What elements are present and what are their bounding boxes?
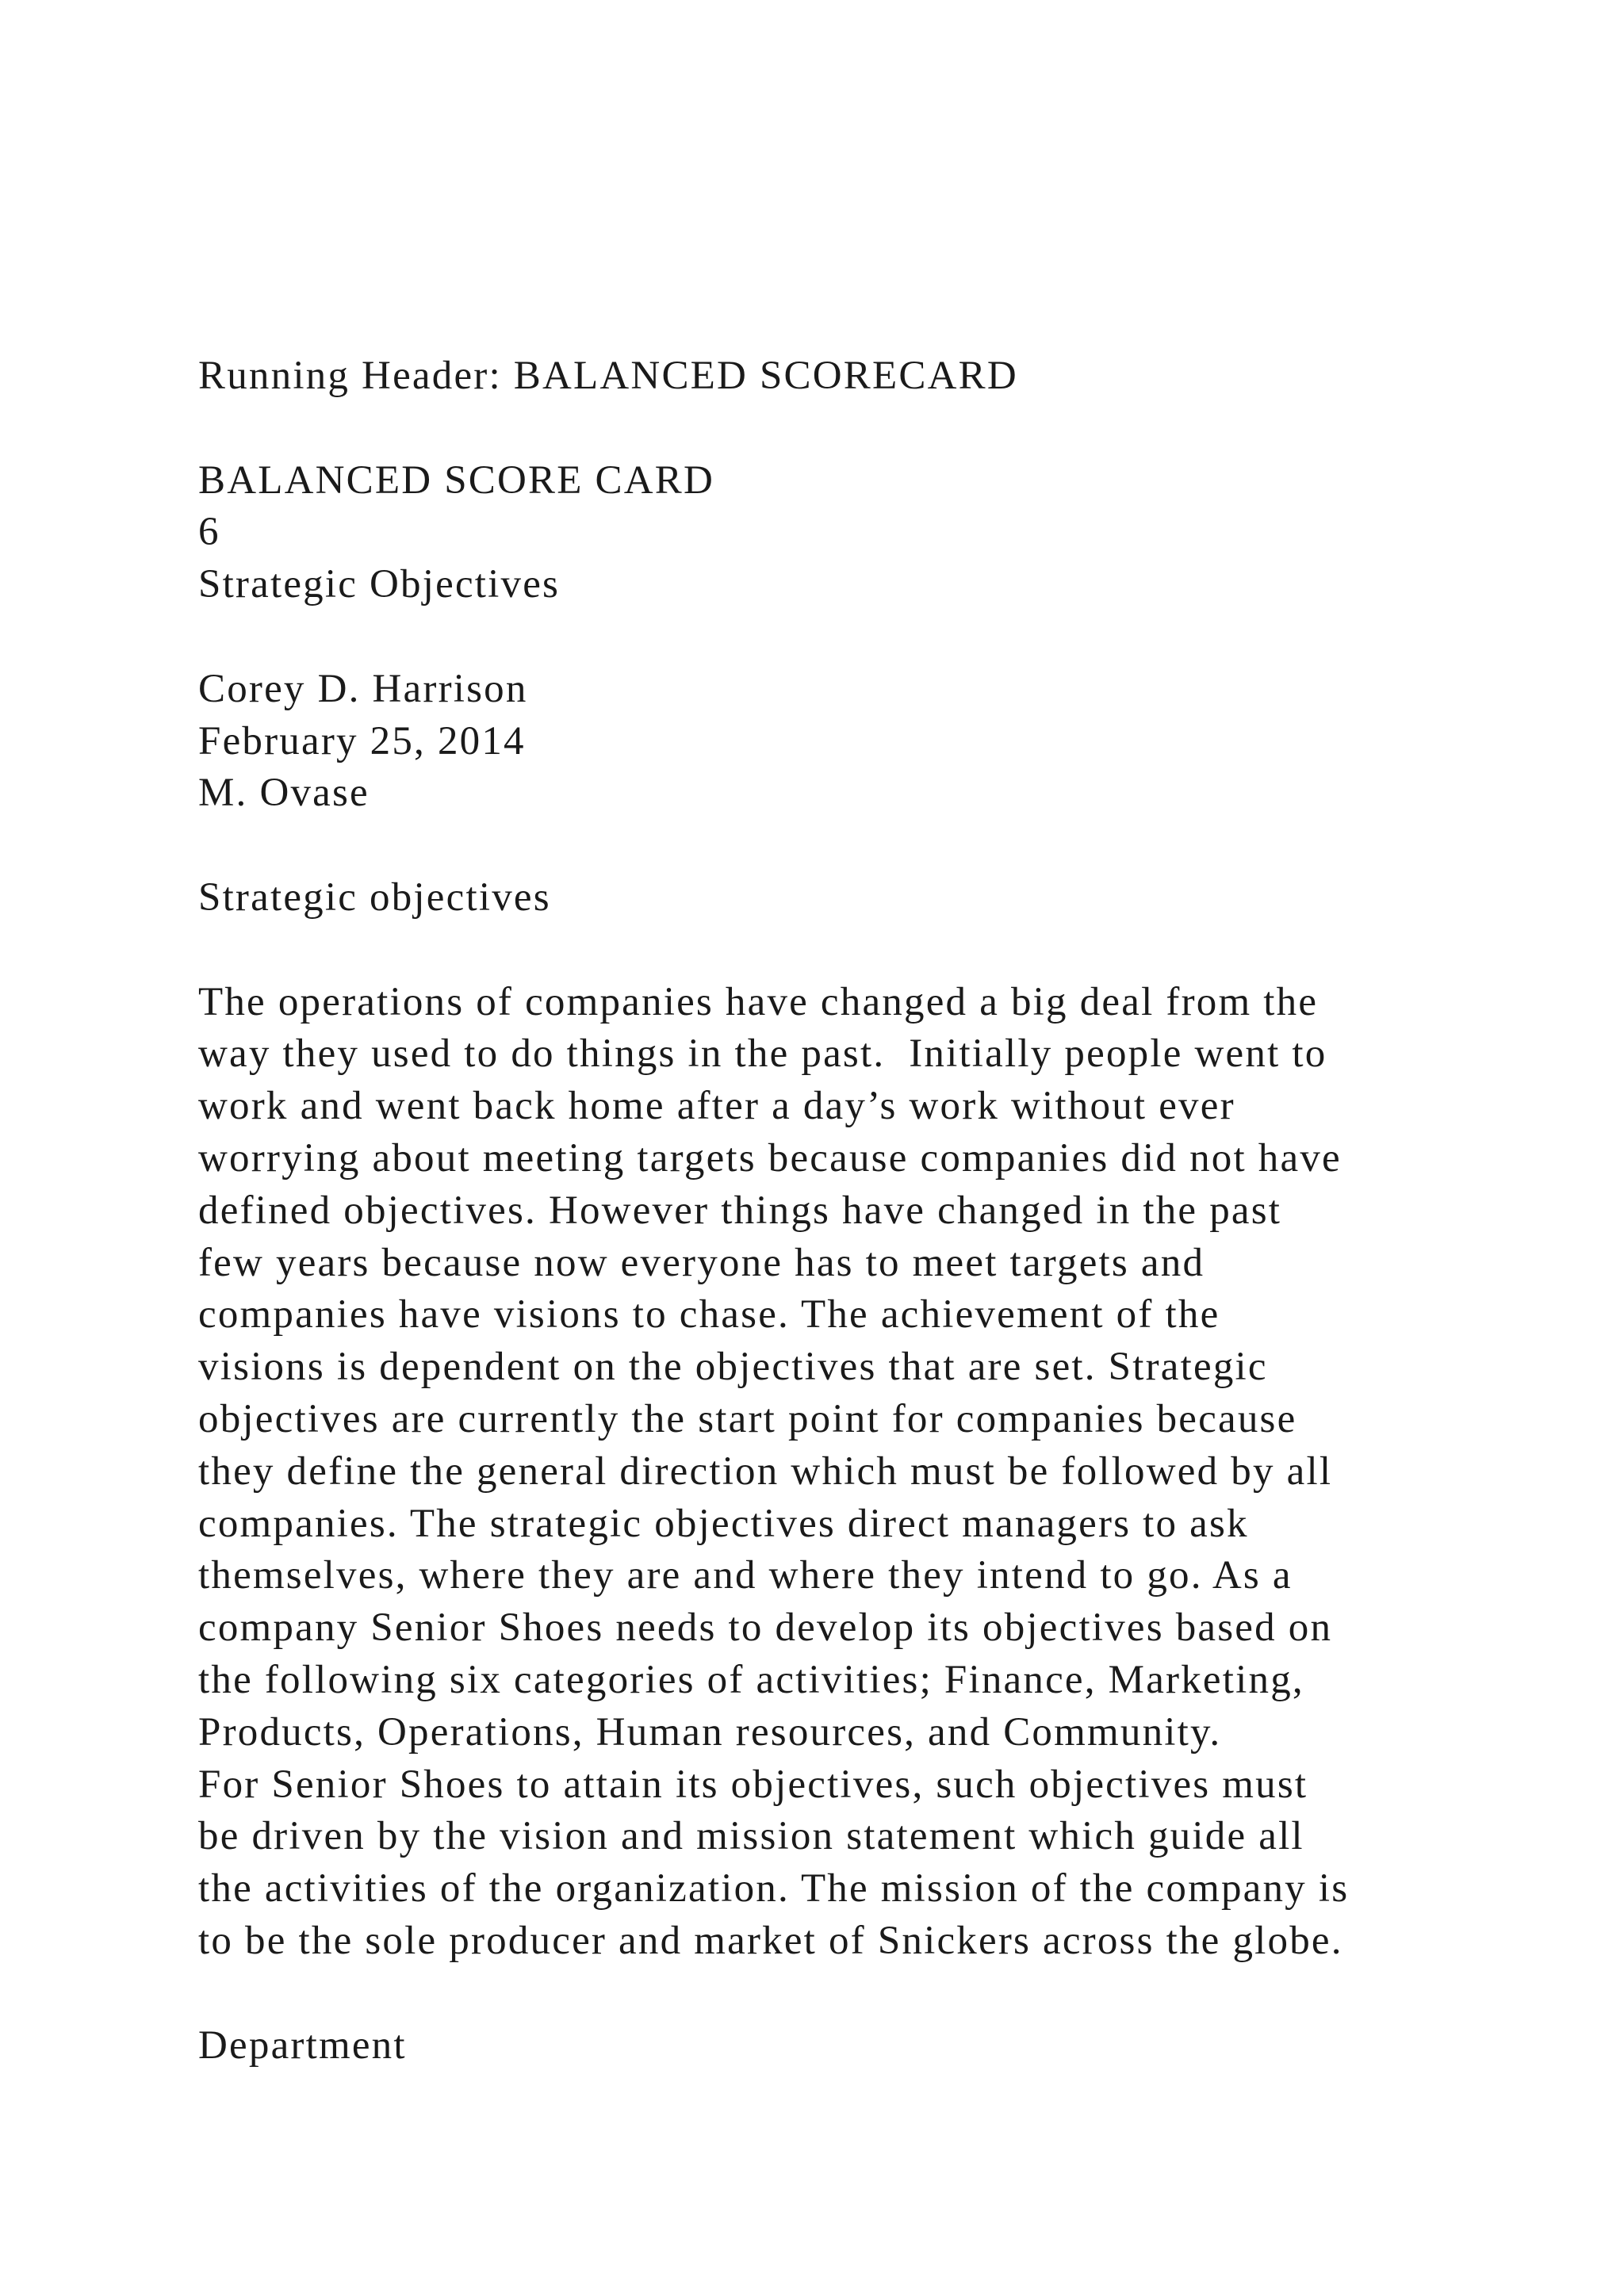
paragraph-2 bbox=[198, 1759, 1483, 1968]
paragraph-line: company Senior Shoes needs to develop its objectives based on bbox=[198, 1605, 1333, 1651]
spacer bbox=[198, 924, 1483, 977]
paragraph-line: the activities of the organization. The mission of the company is bbox=[198, 1866, 1350, 1911]
next-section-heading: Department bbox=[198, 2022, 407, 2068]
paragraph-line: to be the sole producer and market of Snickers across the globe. bbox=[198, 1918, 1343, 1963]
document-title: BALANCED SCORE CARD bbox=[198, 457, 715, 503]
spacer bbox=[198, 403, 1483, 455]
paragraph-line: work and went back home after a day’s work without ever bbox=[198, 1084, 1235, 1129]
paragraph-line: be driven by the vision and mission statement which guide all bbox=[198, 1814, 1304, 1859]
document-subtitle: Strategic Objectives bbox=[198, 562, 561, 607]
running-header: Running Header: BALANCED SCORECARD bbox=[198, 354, 1018, 398]
paragraph-line: way they used to do things in the past. Initially people went to bbox=[198, 1031, 1327, 1077]
paragraph-line: visions is dependent on the objectives that are set. Strategic bbox=[198, 1345, 1268, 1390]
page-number: 6 bbox=[198, 510, 220, 555]
paragraph-line: the following six categories of activities; Finance, Marketing, bbox=[198, 1657, 1304, 1702]
paragraph-line: Products, Operations, Human resources, and Community. bbox=[198, 1709, 1222, 1755]
paragraph-line: themselves, where they are and where they intend to go. As a bbox=[198, 1553, 1293, 1598]
paragraph-line: companies. The strategic objectives direct managers to ask bbox=[198, 1501, 1249, 1546]
paragraph-line: few years because now everyone has to meet targets and bbox=[198, 1240, 1205, 1285]
paragraph-line: For Senior Shoes to attain its objectives, such objectives must bbox=[198, 1762, 1308, 1807]
paragraph-line: worrying about meeting targets because companies did not have bbox=[198, 1135, 1342, 1181]
document-date: February 25, 2014 bbox=[198, 718, 526, 763]
paragraph-1 bbox=[198, 977, 1483, 1759]
spacer bbox=[198, 1968, 1483, 2020]
spacer bbox=[198, 611, 1483, 664]
paragraph-line: defined objectives. However things have changed in the past bbox=[198, 1188, 1282, 1233]
paragraph-line: The operations of companies have changed a big deal from the bbox=[198, 979, 1319, 1024]
section-heading: Strategic objectives bbox=[198, 874, 551, 920]
instructor-name: M. Ovase bbox=[198, 771, 370, 816]
spacer bbox=[198, 820, 1483, 872]
document-body bbox=[198, 350, 1483, 2072]
paragraph-line: companies have visions to chase. The achievement of the bbox=[198, 1292, 1220, 1337]
paragraph-line: they define the general direction which must be followed by all bbox=[198, 1448, 1333, 1494]
paragraph-line: objectives are currently the start point for companies because bbox=[198, 1396, 1297, 1441]
author-name: Corey D. Harrison bbox=[198, 666, 528, 711]
